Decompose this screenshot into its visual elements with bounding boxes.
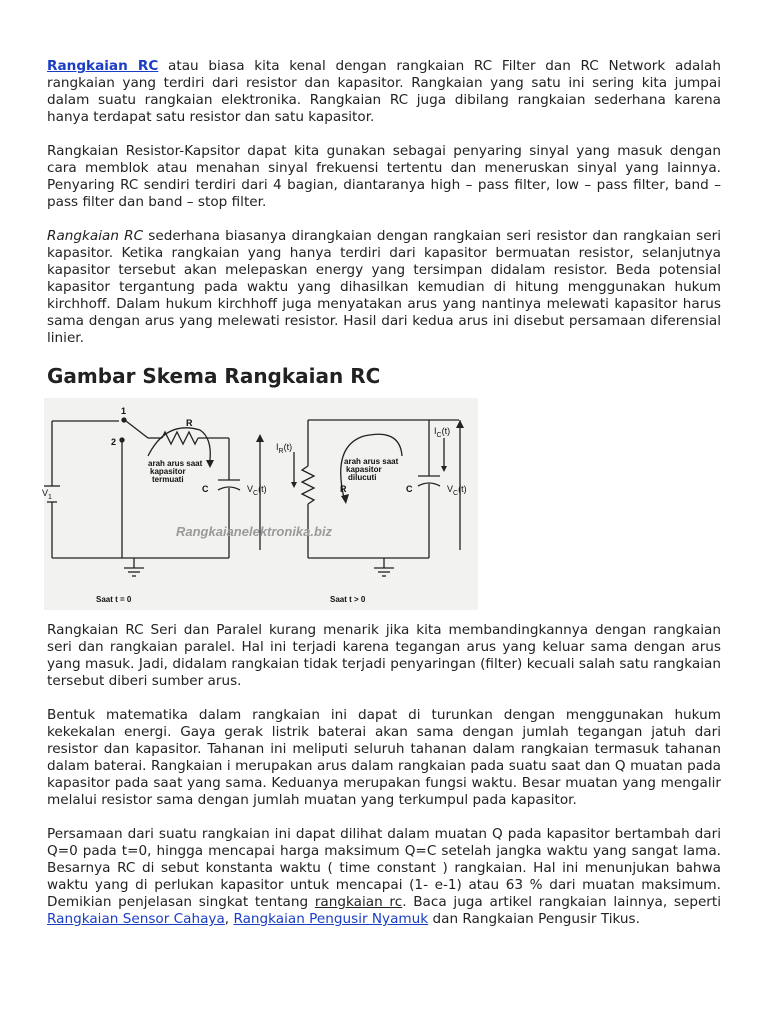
section-heading: Gambar Skema Rangkaian RC	[47, 364, 381, 388]
switch-label-1: 1	[121, 406, 127, 416]
capacitor-label-right: C	[406, 484, 413, 494]
resistor-label-right: R	[340, 484, 347, 494]
watermark-text: Rangkaianelektronika.biz	[176, 524, 333, 539]
link-pengusir-nyamuk[interactable]: Rangkaian Pengusir Nyamuk	[233, 911, 429, 927]
rc-circuit-diagram	[44, 398, 478, 610]
link-rangkaian-rc[interactable]: Rangkaian RC	[47, 58, 159, 74]
italic-rangkaian-rc: Rangkaian RC	[47, 228, 144, 244]
ir-label: $I_R(t)$	[276, 442, 293, 455]
conclusion-text-3: ,	[224, 911, 234, 927]
paragraph-conclusion	[47, 826, 721, 928]
vc-label-right: $V_C(t)$	[447, 484, 467, 497]
caption-left: Saat t = 0	[96, 595, 132, 604]
paragraph-simple-rc	[47, 228, 721, 347]
conclusion-text-4: dan Rangkaian Pengusir Tikus.	[428, 911, 640, 927]
paragraph-filter-types: Rangkaian Resistor-Kapsitor dapat kita gunakan sebagai penyaring sinyal yang masuk dengan cara memblok atau menahan sinyal frekuensi tertentu dan meneruskan sinyal yang lainnya. Penyaring RC sendiri terdiri dari 4 bagian, diantaranya high – pass filter, low – pass filter, band – pass filter dan band – stop filter.	[47, 143, 721, 210]
charge-label-line2: kapasitor	[150, 467, 186, 476]
capacitor-label-left: C	[202, 484, 209, 494]
discharge-label-line2: kapasitor	[346, 465, 382, 474]
caption-right: Saat t > 0	[330, 595, 366, 604]
discharge-label-line1: arah arus saat	[344, 457, 399, 466]
conclusion-text-2: . Baca juga artikel rangkaian lainnya, seperti	[402, 894, 722, 910]
intro-text: atau biasa kita kenal dengan rangkaian RC Filter dan RC Network adalah rangkaian yang terdiri dari resistor dan kapasitor. Rangkaian yang satu ini sering kita jumpai dalam suatu rangkaian elektronika. Rangkaian RC juga dibilang rangkaian sederhana karena hanya terdapat satu resistor dan satu kapasitor.	[47, 58, 721, 125]
link-sensor-cahaya[interactable]: Rangkaian Sensor Cahaya	[47, 911, 225, 927]
paragraph-series-parallel: Rangkaian RC Seri dan Paralel kurang menarik jika kita membandingkannya dengan rangkaian seri dan rangkaian paralel. Hal ini terjadi karena tegangan arus yang keluar sama dengan arus yang masuk. Jadi, didalam rangkaian tidak terjadi penyaringan (filter) kecuali salah satu rangkaian tersebut diberi sumber arus.	[47, 622, 721, 689]
resistor-label-left: R	[186, 418, 193, 428]
link-rangkaian-rc-inline[interactable]: rangkaian rc	[314, 894, 403, 910]
discharge-label-line3: dilucuti	[348, 473, 377, 482]
article	[42, 58, 722, 945]
ic-label: $I_C(t)$	[434, 426, 451, 439]
charge-label-line3: termuati	[152, 475, 184, 484]
charge-label-line1: arah arus saat	[148, 459, 203, 468]
conclusion-text-1: Persamaan dari suatu rangkaian ini dapat dilihat dalam muatan Q pada kapasitor bertambah dari Q=0 pada t=0, hingga mencapai harga maksimum Q=C setelah jangka waktu yang sangat lama. Besarnya RC di sebut konstanta waktu ( time constant ) rangkaian. Hal ini menunjukan bahwa waktu yang di perlukan kapasitor untuk mencapai (1- e-1) atau 63 % dari muatan maksimum. Demikian penjelasan singkat tentang	[47, 826, 721, 910]
switch-label-2: 2	[111, 437, 117, 447]
paragraph-simple-rc-text: sederhana biasanya dirangkaian dengan rangkaian seri resistor dan rangkaian seri kapasitor. Ketika rangkaian yang hanya terdiri dari kapasitor bermuatan resistor, selanjutnya kapasitor tersebut akan melepaskan energy yang tersimpan didalam resistor. Beda potensial kapasitor tergantung pada waktu yang dihasilkan kemudian di hitung menggunakan hukum kirchhoff. Dalam hukum kirchhoff juga menyatakan arus yang nantinya melewati kapasitor harus sama dengan arus yang melewati resistor. Hasil dari kedua arus ini disebut persamaan diferensial linier.	[47, 228, 721, 346]
intro-paragraph	[47, 58, 721, 126]
vc-label-left: $V_C(t)$	[247, 484, 267, 497]
battery-label: $V_1$	[42, 488, 52, 501]
paragraph-math: Bentuk matematika dalam rangkaian ini dapat di turunkan dengan menggunakan hukum kekekalan energi. Gaya gerak listrik baterai akan sama dengan jumlah tegangan jatuh dari resistor dan kapasitor. Tahanan ini meliputi seluruh tahanan dalam rangkaian termasuk tahanan dalam baterai. Rangkaian i merupakan arus dalam rangkaian pada suatu saat dan Q muatan pada kapasitor pada saat yang sama. Keduanya merupakan fungsi waktu. Besar muatan yang mengalir melalui resistor sama dengan jumlah muatan yang terkumpul pada kapasitor.	[47, 707, 721, 808]
